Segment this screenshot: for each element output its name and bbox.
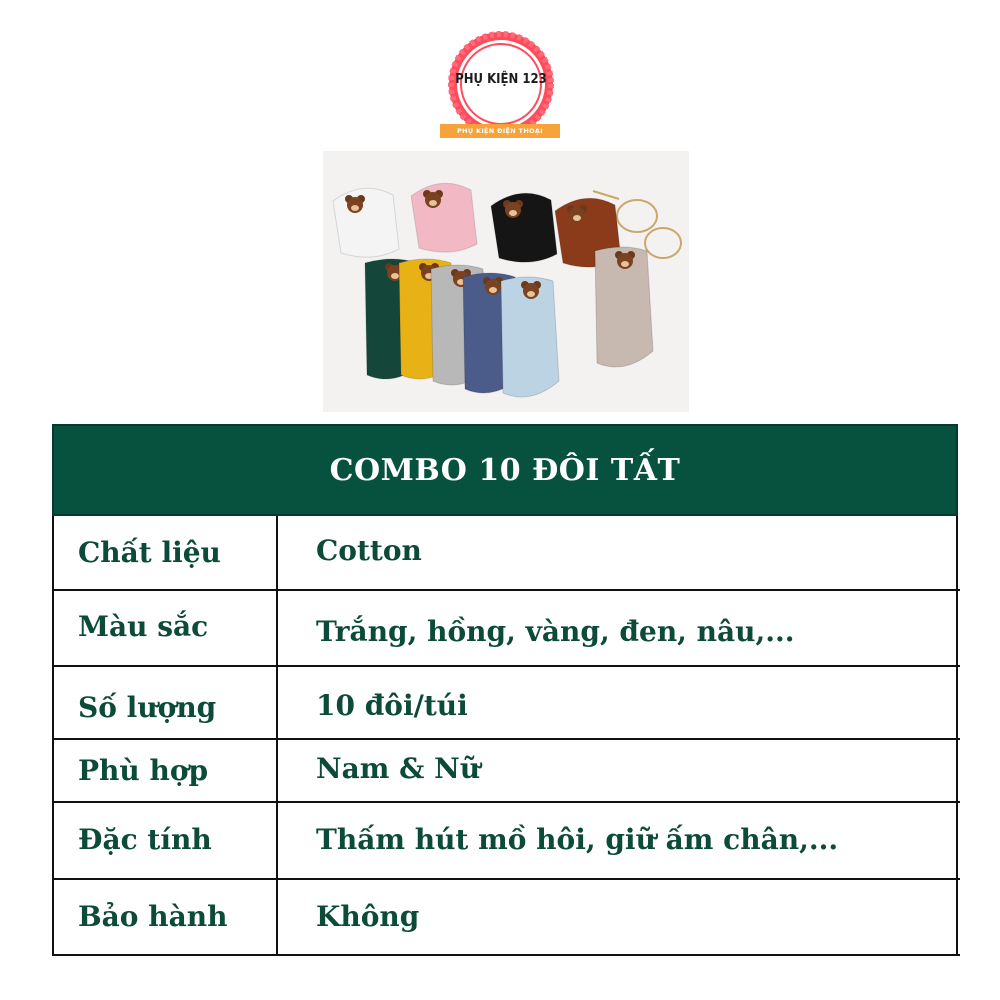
row-value-feature: Thấm hút mồ hôi, giữ ấm chân,...: [316, 823, 839, 856]
spec-table: [52, 424, 958, 956]
table-row: [54, 516, 960, 591]
row-label-warranty: Bảo hành: [78, 900, 228, 933]
brand-logo: [440, 28, 562, 140]
logo-tagline: PHỤ KIỆN ĐIỆN THOẠI: [440, 124, 560, 138]
row-label-color: Màu sắc: [78, 610, 209, 643]
table-row: [54, 880, 960, 956]
row-label-quantity: Số lượng: [78, 691, 217, 724]
table-row: [54, 803, 960, 880]
table-row: [54, 740, 960, 803]
row-label-suitable: Phù hợp: [78, 754, 209, 787]
row-value-material: Cotton: [316, 534, 422, 567]
row-value-color: Trắng, hồng, vàng, đen, nâu,...: [316, 615, 795, 648]
row-value-warranty: Không: [316, 900, 420, 933]
spec-table-title: COMBO 10 ĐÔI TẤT: [52, 424, 958, 516]
table-row: [54, 591, 960, 667]
logo-name: PHỤ KIỆN 123: [455, 72, 547, 87]
row-value-quantity: 10 đôi/túi: [316, 689, 468, 722]
row-label-material: Chất liệu: [78, 536, 221, 569]
product-photo: [323, 151, 689, 412]
row-label-feature: Đặc tính: [78, 823, 212, 856]
column-divider: [276, 516, 278, 956]
sock: [333, 188, 399, 257]
sock: [411, 183, 477, 252]
sock: [491, 193, 557, 262]
row-value-suitable: Nam & Nữ: [316, 752, 481, 785]
table-row: [54, 667, 960, 740]
spec-table-body: [52, 516, 958, 956]
